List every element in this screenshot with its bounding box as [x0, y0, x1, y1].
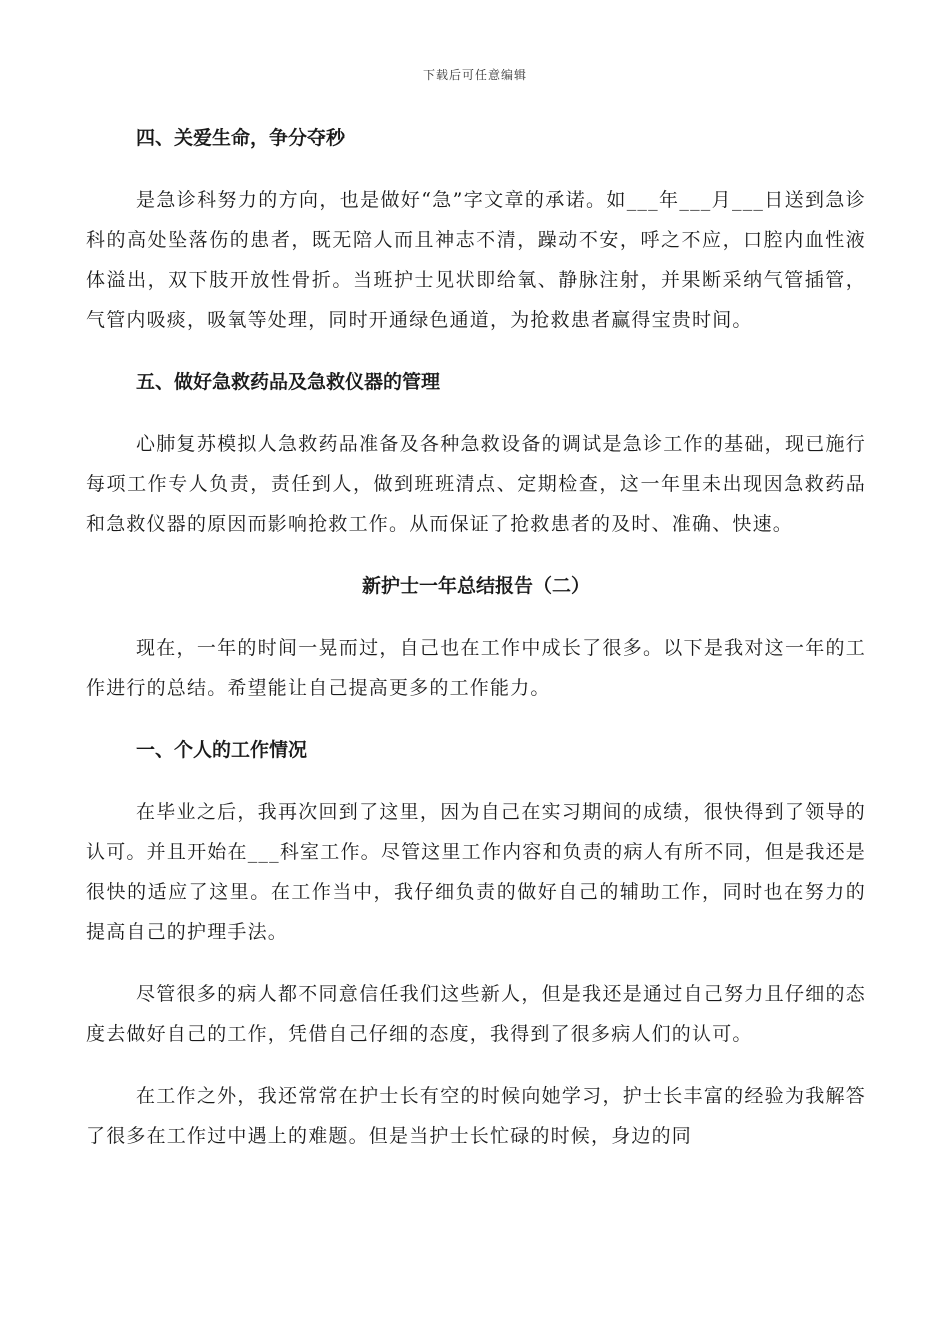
header-note: 下载后可任意编辑 [422, 68, 527, 82]
section-heading-4: 四、关爱生命，争分夺秒 [136, 127, 346, 149]
paragraph-intro: 现在，一年的时间一晃而过，自己也在工作中成长了很多。以下是我对这一年的工作进行的总结。希望能让自己提高更多的工作能力。 [86, 637, 866, 699]
paragraph-work-1: 在毕业之后，我再次回到了这里，因为自己在实习期间的成绩，很快得到了领导的认可。并且开始在___科室工作。尽管这里工作内容和负责的病人有所不同，但是我还是很快的适应了这里。在工作当中，我仔细负责的做好自己的辅助工作，同时也在努力的提高自己的护理手法。 [86, 801, 866, 943]
paragraph-work-3: 在工作之外，我还常常在护士长有空的时候向她学习，护士长丰富的经验为我解答了很多在工作过中遇上的难题。但是当护士长忙碌的时候，身边的同 [86, 1085, 866, 1147]
paragraph-section-4: 是急诊科努力的方向，也是做好“急”字文章的承诺。如___年___月___日送到急诊科的高处坠落伤的患者，既无陪人而且神志不清，躁动不安，呼之不应，口腔内血性液体溢出，双下肢开放性骨折。当班护士见状即给氧、静脉注射，并果断采纳气管插管，气管内吸痰，吸氧等处理，同时开通绿色通道，为抢救患者赢得宝贵时间。 [86, 189, 866, 331]
paragraph-work-2: 尽管很多的病人都不同意信任我们这些新人，但是我还是通过自己努力且仔细的态度去做好自己的工作，凭借自己仔细的态度，我得到了很多病人们的认可。 [86, 983, 866, 1045]
document-body [86, 118, 866, 1156]
paragraph-section-5: 心肺复苏模拟人急救药品准备及各种急救设备的调试是急诊工作的基础，现已施行每项工作专人负责，责任到人，做到班班清点、定期检查，这一年里未出现因急救药品和急救仪器的原因而影响抢救工作。从而保证了抢救患者的及时、准确、快速。 [86, 433, 866, 535]
report-title: 新护士一年总结报告（二） [361, 575, 590, 597]
section-heading-5: 五、做好急救药品及急救仪器的管理 [136, 371, 441, 393]
section-heading-1: 一、个人的工作情况 [136, 739, 308, 761]
